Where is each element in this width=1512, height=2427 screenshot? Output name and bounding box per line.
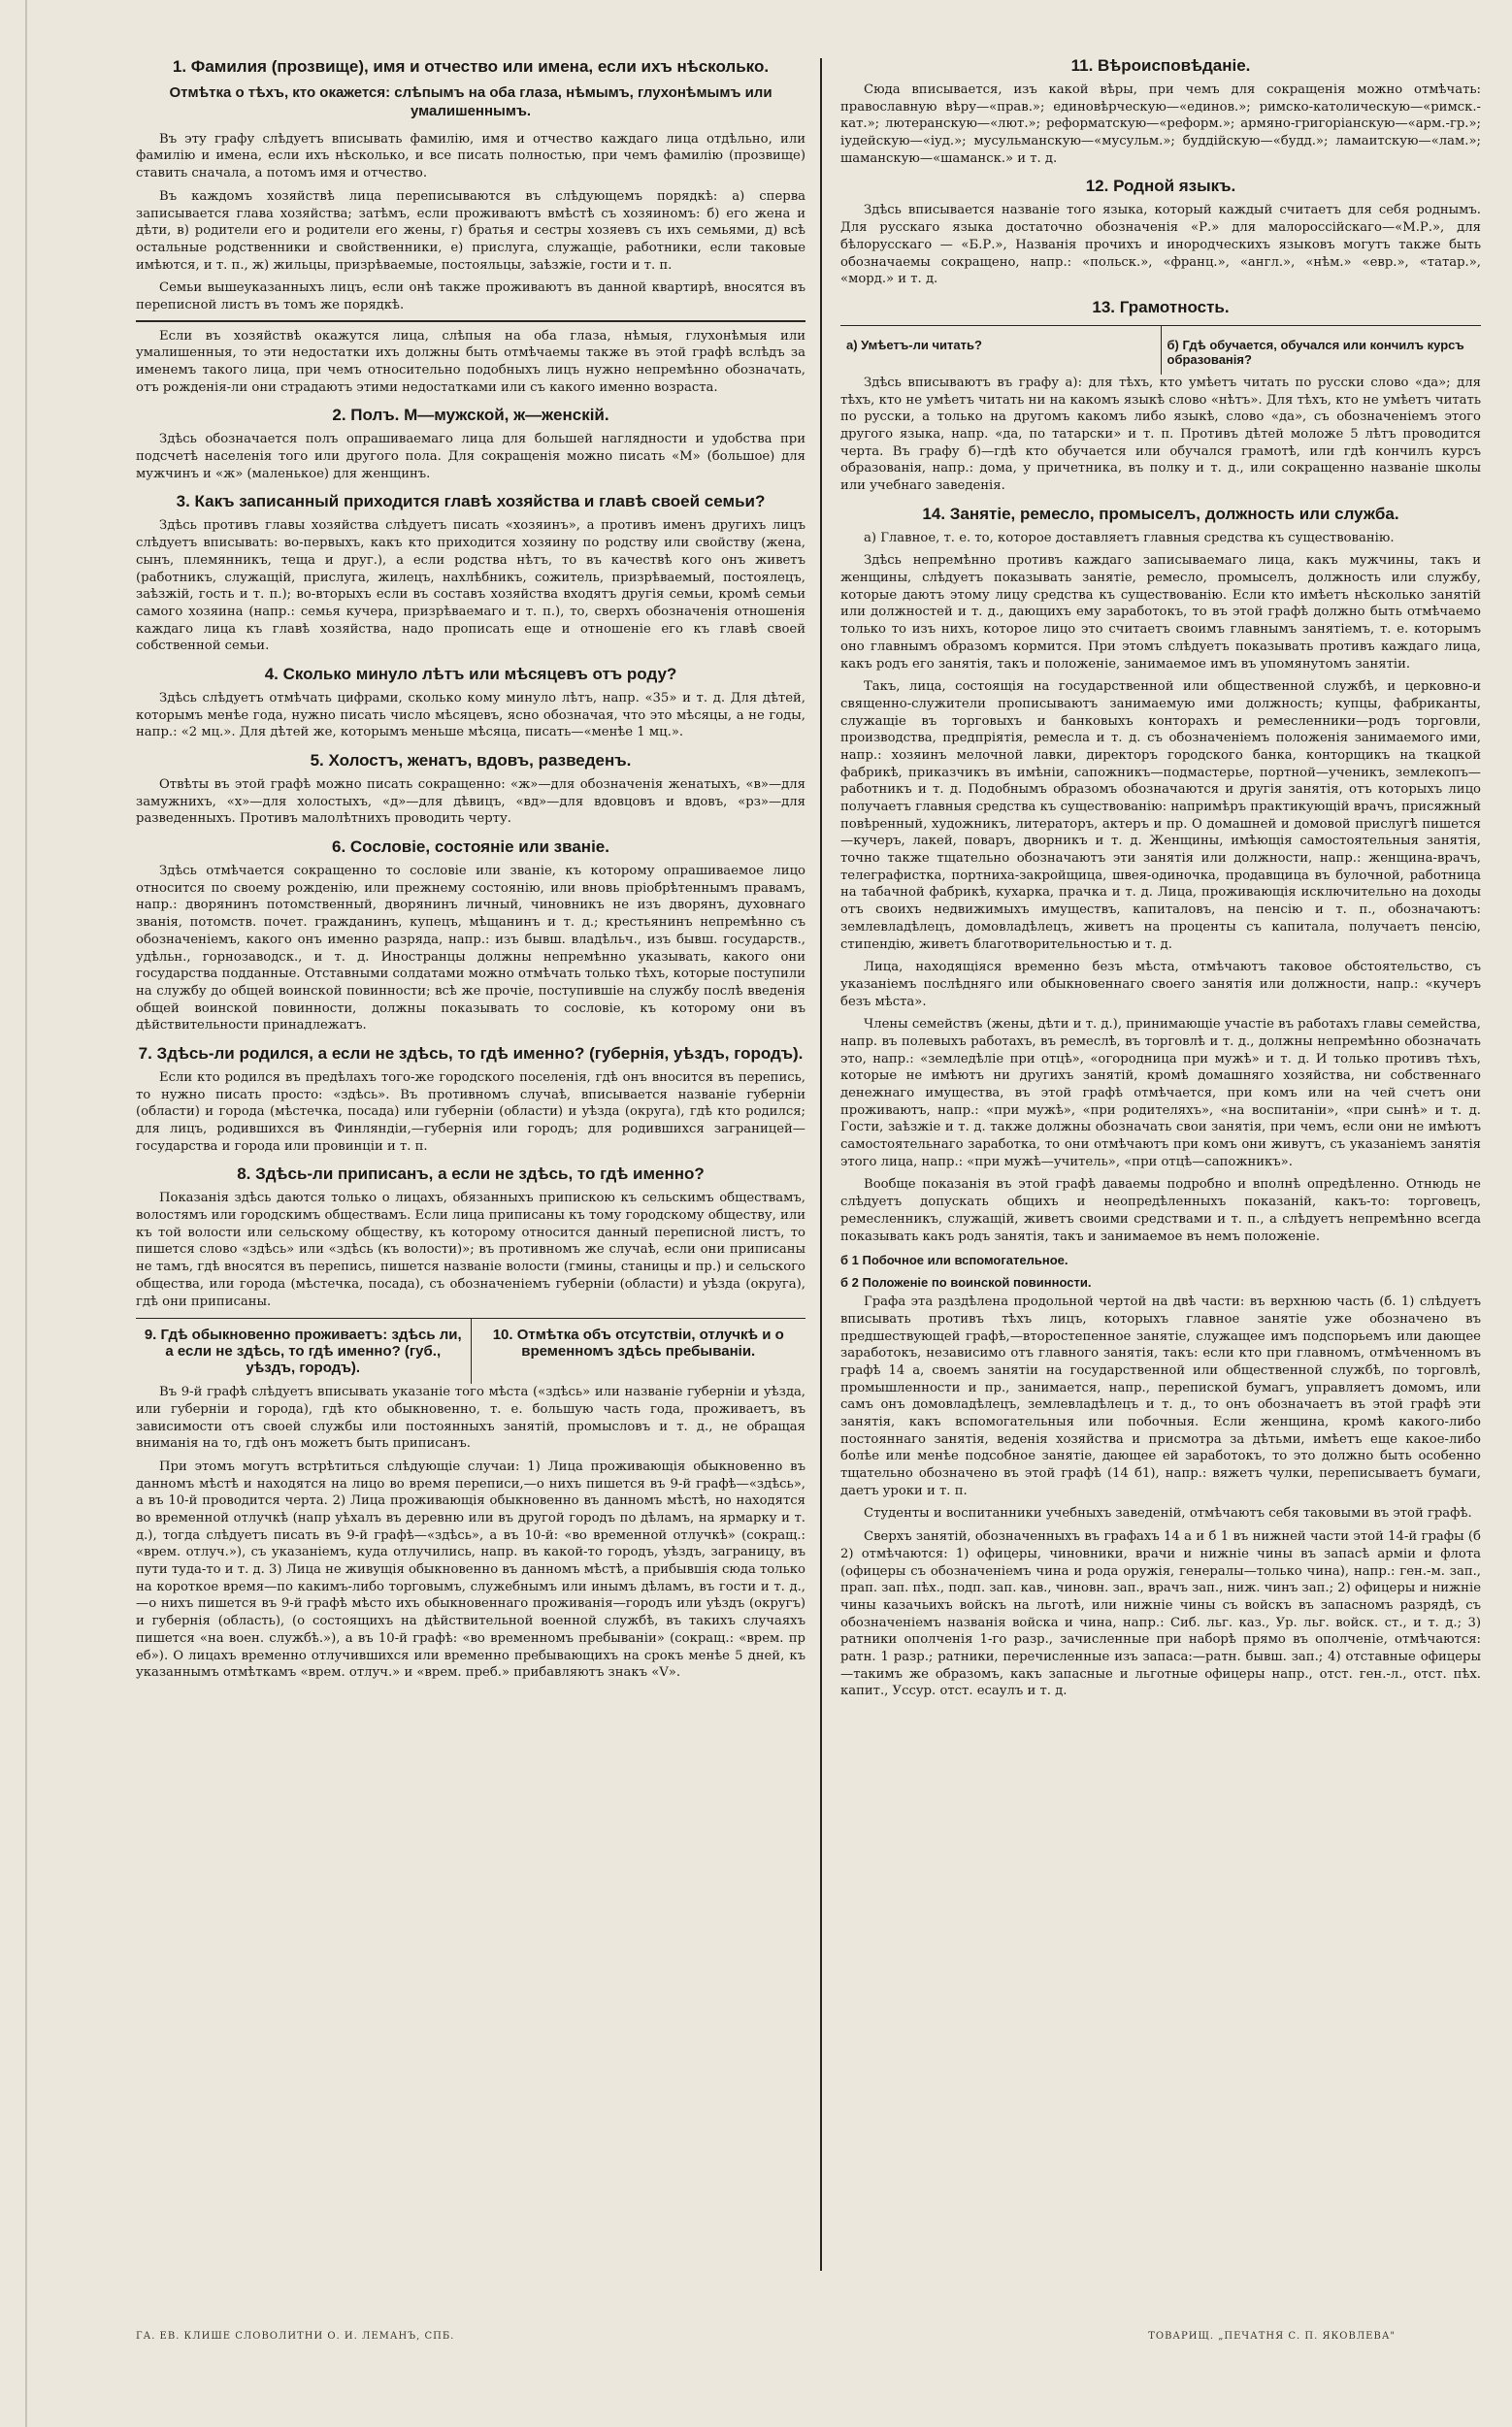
page-fold xyxy=(25,0,27,2427)
section-8-title: 8. Здѣсь-ли приписанъ, а если не здѣсь, то гдѣ именно? xyxy=(237,1164,705,1184)
section-4-paragraph: Здѣсь слѣдуетъ отмѣчать цифрами, сколько кому минуло лѣтъ, напр. «35» и т. д. Для дѣтей, которымъ менѣе года, нужно писать число мѣсяцевъ, ясно обозначая, что это мѣсяцы, а не годы, напр.: «2 мц.». Для дѣтей же, которымъ меньше мѣсяца, писать—«менѣе 1 мц.». xyxy=(136,690,805,740)
section-14-paragraph: Такъ, лица, состоящія на государственной или общественной службѣ, и церковно-и священно-служители прописываютъ занимаемую ими должность; купцы, фабриканты, служащіе въ торговыхъ и банковыхъ конторахъ и ремесленники—родъ торговли, производства, предпріятія, ремесла и т. д. съ обозначеніемъ положенія занимаемого ими, напр.: хозяинъ мелочной лавки, директоръ городского банка, конторщикъ на ткацкой фабрикѣ, приказчикъ въ имѣніи, сапожникъ—подмастерье, портной—ученикъ, землекопъ—работникъ и т. д. Подобнымъ образомъ обозначаются и другія занятія, отъ которыхъ лицо получаетъ главныя средства къ существованію: напримѣръ практикующій врачъ, присяжный повѣренный, художникъ, литераторъ, актеръ и пр. О домашней и домовой прислугѣ пишется—кучеръ, лакей, поваръ, дворникъ и т. д. Женщины, имѣющія самостоятельныя занятія, точно также тщательно обозначаютъ эти занятія или должности, напр.: женщина-врачъ, телеграфистка, портниха-закройщица, швея-одиночка, продавщица въ булочной, работница на табачной фабрикѣ, кухарка, прачка и т. д. Лица, проживающія исключительно на доходы отъ своихъ недвижимыхъ имуществъ, капиталовъ, на пенсію и т. п., обозначаютъ: землевладѣлецъ, домовладѣлецъ, живетъ на проценты съ капитала, получаетъ пенсію, стипендію, живетъ благотворительностью и т. д. xyxy=(840,679,1481,952)
section-14-paragraph: Вообще показанія въ этой графѣ даваемы подробно и вполнѣ опредѣленно. Отнюдь не слѣдуетъ допускать общихъ и неопредѣленныхъ показаній, какъ-то: торговецъ, ремесленникъ, служащій, живетъ своими средствами и т. п., а слѣдуетъ непремѣнно всегда показывать какъ родъ занятія, такъ и занимаемое въ немъ положеніе. xyxy=(840,1177,1481,1244)
section-1-paragraph: Въ каждомъ хозяйствѣ лица переписываются въ слѣдующемъ порядкѣ: а) сперва записывается глава хозяйства; затѣмъ, если проживаютъ вмѣстѣ съ хозяиномъ: б) его жена и дѣти, в) родители его и родители его жены, г) братья и сестры хозяевъ съ ихъ семьями, д) всѣ остальные родственники и свойственники, е) прислуга, служащіе, работники, если таковые имѣются, и т. п., ж) жильцы, призрѣваемые, постояльцы, заѣзжіе, гости и т. п. xyxy=(136,188,805,273)
section-12-title: 12. Родной языкъ. xyxy=(1085,177,1236,196)
section-4-title: 4. Сколько минуло лѣтъ или мѣсяцевъ отъ роду? xyxy=(264,664,677,683)
section-3-paragraph: Здѣсь противъ главы хозяйства слѣдуетъ писать «хозяинъ», а противъ именъ другихъ лицъ слѣдуетъ вписывать: во-первыхъ, какъ кто приходится хозяину по родству или свойству (жена, сынъ, племянникъ, теща и друг.), а если родства нѣтъ, то въ качествѣ кого онъ живетъ (работникъ, служащій, прислуга, жилецъ, нахлѣбникъ, сожитель, призрѣваемый, постоялецъ, заѣзжій, гость и т. п.); во-вторыхъ если въ составъ хозяйства входятъ другія семьи, кромѣ семьи самого хозяина (напр.: семья кучера, призрѣваемаго и т. п.), то, сверхъ обозначенія отношенія каждаго лица къ главѣ хозяйства, надо прописать еще и отношеніе его къ главѣ своей собственной семьи. xyxy=(136,518,805,654)
section-12-paragraph: Здѣсь вписывается названіе того языка, который каждый считаетъ для себя роднымъ. Для русскаго языка достаточно обозначенія «Р.» для малороссійскаго—«М.Р.», для бѣлорусскаго — «Б.Р.», Названія прочихъ и инородческихъ языковъ могутъ также быть обозначаемы сокращено, напр.: «польск.», «франц.», «англ.», «нѣм.» «евр.», «татар.», «морд.» и т. д. xyxy=(840,203,1481,287)
section-13a-label: а) Умѣетъ-ли читать? xyxy=(846,337,982,352)
section-11-title: 11. Вѣроисповѣданіе. xyxy=(1070,56,1251,75)
section-7-paragraph: Если кто родился въ предѣлахъ того-же городского поселенія, гдѣ онъ вносится въ перепись, то нужно писать просто: «здѣсь». Въ противномъ случаѣ, вписывается названіе губерніи (области) и города (мѣстечка, посада) или губерніи (области) и уѣзда (округа), гдѣ кто родился; для лицъ, родившихся въ Финляндіи,—губернія или городъ; для родившихся заграницей—государства и города или провинціи и т. п. xyxy=(136,1069,805,1154)
section-8-paragraph: Показанія здѣсь даются только о лицахъ, обязанныхъ припискою къ сельскимъ обществамъ, волостямъ или городскимъ обществамъ. Если лица приписаны къ тому городскому обществу, или къ той волости или сельскому обществу, къ которому относится данный переписной листъ, то пишется слово «здѣсь» или «здѣсь (къ волости)»; въ противномъ же случаѣ, если они приписаны не тамъ, гдѣ вносятся въ перепись, пишется названіе волости (гмины, станицы и пр.) и сельского общества, или города (мѣстечка, посада), съ обозначеніемъ губерніи (области) и уѣзда (округа), гдѣ они приписаны. xyxy=(136,1191,805,1309)
section-9-title: 9. Гдѣ обыкновенно проживаетъ: здѣсь ли, а если не здѣсь, то гдѣ именно? (губ., уѣздъ, городъ). xyxy=(144,1327,462,1377)
section-14-paragraph: Студенты и воспитанники учебныхъ заведеній, отмѣчаютъ себя таковыми въ этой графѣ. xyxy=(864,1506,1472,1522)
section-2-title: 2. Полъ. М—мужской, ж—женскій. xyxy=(332,406,609,425)
section-3-title: 3. Какъ записанный приходится главѣ хозяйства и главѣ своей семьи? xyxy=(176,492,766,511)
section-13-paragraph: Здѣсь вписываютъ въ графу а): для тѣхъ, кто умѣетъ читать по русски слово «да»; для тѣхъ, кто не умѣетъ читать ни на какомъ языкѣ слово «нѣтъ». Для тѣхъ, кто не умѣетъ читать по русски, а только на другомъ какомъ либо языкѣ, слово «да», съ обозначеніемъ этого другого языка, напр. «да, по татарски» и т. п. Противъ дѣтей моложе 5 лѣтъ проводится черта. Въ графу б)—гдѣ кто обучается или обучался грамотѣ, или гдѣ кончилъ курсъ образованія, напр.: дома, у причетника, въ полку и т. д., или сокращенно названіе школы или учебнаго заведенія. xyxy=(840,375,1481,493)
section-6-title: 6. Сословіе, состояніе или званіе. xyxy=(332,837,609,857)
section-14-paragraph: Лица, находящіяся временно безъ мѣста, отмѣчаютъ таковое обстоятельство, съ указаніемъ послѣдняго или обыкновеннаго своего занятія или должности, напр.: «кучеръ безъ мѣста». xyxy=(840,960,1481,1009)
section-14-paragraph: Сверхъ занятій, обозначенныхъ въ графахъ 14 а и б 1 въ нижней части этой 14-й графы (б 2) отмѣчаются: 1) офицеры, чиновники, врачи и нижніе чины въ запасѣ арміи и флота (офицеры съ обозначеніемъ чина и рода оружія, генералы—только чина), напр.: ген.-м. зап., прап. зап. пѣх., подп. зап. кав., чиновн. зап., врачъ зап., ниж. чинъ зап.; 2) офицеры и нижніе чины казачьихъ войскъ на льготѣ, или нижніе чины съ войскъ въ запасномъ разрядѣ, съ обозначеніемъ названія войска и чина, напр.: Сиб. льг. каз., Ур. льг. войск. ст., и т. д.; 3) ратники ополченія 1-го разр., зачисленные при наборѣ прямо въ ополченіе, отмѣчаются: ратн. 1 разр.; ратники, перечисленные изъ запаса:—ратн. бывш. зап.; 4) отставные офицеры—такимъ же образомъ, какъ запасные и льготные офицеры напр., отст. ген.-л., отст. пѣх. капит., Уссур. отст. есаулъ и т. д. xyxy=(840,1529,1481,1699)
section-5-paragraph: Отвѣты въ этой графѣ можно писать сокращенно: «ж»—для обозначенія женатыхъ, «в»—для замужнихъ, «х»—для холостыхъ, «д»—для дѣвицъ, «вд»—для вдовцовъ и вдовъ, «рз»—для разведенныхъ. Противъ малолѣтнихъ проводить черту. xyxy=(136,777,805,827)
section-7-title: 7. Здѣсь-ли родился, а если не здѣсь, то гдѣ именно? (губернія, уѣздъ, городъ). xyxy=(138,1043,804,1063)
section-2-paragraph: Здѣсь обозначается полъ опрашиваемаго лица для большей наглядности и удобства при подсчетѣ населенія того или другого пола. Для сокращенія можно писать «М» (большое) для мужчинъ и «ж» (маленькое) для женщинъ. xyxy=(136,432,805,481)
section-9-paragraph: Въ 9-й графѣ слѣдуетъ вписывать указаніе того мѣста («здѣсь» или названіе губерніи и уѣзда, или губерніи и города), гдѣ кто обыкновенно, т. е. большую часть года, проживаетъ, въ зависимости отъ своей службы или постоянныхъ занятій, промысловъ и т. д., не обращая вниманія на то, гдѣ онъ можетъ быть приписанъ. xyxy=(136,1385,805,1452)
section-5-title: 5. Холостъ, женатъ, вдовъ, разведенъ. xyxy=(310,751,632,770)
sections-9-10-header xyxy=(136,1318,805,1384)
section-14b2-label: б 2 Положеніе по воинской повинности. xyxy=(840,1275,1092,1291)
section-1-note: Отмѣтка о тѣхъ, кто окажется: слѣпымъ на оба глаза, нѣмымъ, глухонѣмымъ или умалишеннымъ. xyxy=(169,84,772,119)
section-1-title: 1. Фамилия (прозвище), имя и отчество или имена, если ихъ нѣсколько. xyxy=(172,57,770,76)
section-14-title: 14. Занятіе, ремесло, промыселъ, должность или служба. xyxy=(922,504,1399,523)
section-10-title: 10. Отмѣтка объ отсутствіи, отлучкѣ и о временномъ здѣсь пребываніи. xyxy=(492,1327,784,1361)
section-13b-label: б) Гдѣ обучается, обучался или кончилъ курсъ образованія? xyxy=(1167,337,1464,367)
section-14-paragraph: а) Главное, т. е. то, которое доставляетъ главныя средства къ существованію. xyxy=(864,530,1395,545)
right-column xyxy=(840,56,1481,1706)
printer-mark-left: ГА. ЕВ. КЛИШЕ СЛОВОЛИТНИ О. И. ЛЕМАНЪ, СПБ. xyxy=(136,2331,455,2342)
section-1-paragraph: Въ эту графу слѣдуетъ вписывать фамилію, имя и отчество каждаго лица отдѣльно, или фамилію и имена, если ихъ нѣсколько, и все писать полностью, при чемъ фамилію (прозвище) ставить сначала, а потомъ имя и отчество. xyxy=(136,131,805,181)
column-divider xyxy=(820,58,822,2271)
section-13-subheaders xyxy=(840,325,1481,375)
section-1-paragraph: Семьи вышеуказанныхъ лицъ, если онѣ также проживаютъ въ данной квартирѣ, вносятся въ переписной листъ въ томъ же порядкѣ. xyxy=(136,280,805,312)
section-1-paragraph: Если въ хозяйствѣ окажутся лица, слѣпыя на оба глаза, нѣмыя, глухонѣмыя или умалишенныя, то эти недостатки ихъ должны быть отмѣчаемы также въ этой графѣ вслѣдъ за именемъ такого лица, при чемъ относительно подобныхъ лицъ нужно непремѣнно обозначать, отъ рожденія-ли они страдаютъ этими недостатками или съ какого именно возраста. xyxy=(136,328,805,395)
divider-rule xyxy=(136,320,805,322)
section-14-paragraph: Члены семействъ (жены, дѣти и т. д.), принимающіе участіе въ работахъ главы семейства, напр. въ полевыхъ работахъ, въ ремеслѣ, въ торговлѣ и т. д., должны непремѣнно обозначать это, напр.: «земледѣліе при отцѣ», «огородница при мужѣ» и т. д. И только противъ тѣхъ, которые не имѣютъ ни другихъ занятій, кромѣ домашняго хозяйства, ни собственнаго денежнаго имущества, въ этой графѣ отмѣчается, при комъ или на чей счетъ они проживаютъ, напр.: «при мужѣ», «при родителяхъ», «на воспитаніи», «при сынѣ» и т. д. Гости, заѣзжіе и т. д. также должны обозначать свои занятія, при чемъ, если они не имѣютъ самостоятельнаго заработка, то они отмѣчаютъ при комъ они живутъ, съ указаніемъ занятія этого лица, напр.: «при мужѣ—учитель», «при отцѣ—сапожникъ». xyxy=(840,1017,1481,1169)
section-14-paragraph: Здѣсь непремѣнно противъ каждаго записываемаго лица, какъ мужчины, такъ и женщины, слѣдуетъ показывать занятіе, ремесло, промыселъ, должность или службу, которые даютъ этому лицу средства къ существованію. Если кто имѣетъ нѣсколько занятій или должностей и т. д., дающихъ ему заработокъ, то въ этой графѣ должно быть отмѣчаемо только то изъ нихъ, которое лицо это считаетъ своимъ главнымъ занятіемъ, т. е. которымъ оно главнымъ образомъ кормится. При этомъ слѣдуетъ показывать противъ каждаго лица, какъ родъ его занятія, такъ и положеніе, занимаемое имъ въ упомянутомъ занятіи. xyxy=(840,553,1481,672)
section-14-paragraph: Графа эта раздѣлена продольной чертой на двѣ части: въ верхнюю часть (б. 1) слѣдуетъ вписывать противъ тѣхъ лицъ, которыхъ главное занятіе уже обозначено въ предшествующей графѣ,—второстепенное занятіе, служащее имъ подспорьемъ или дающее заработокъ, независимо отъ главного занятія, такъ: если кто при главномъ, отмѣченномъ въ графѣ 14 а, своемъ занятіи на государственной или общественной службѣ, по торговлѣ, промышленности и пр., занимается, напр., перепиской бумагъ, управляетъ домомъ, или самъ онъ домовладѣлецъ, землевладѣлецъ и т. д., то онъ обозначаетъ въ этой графѣ эти занятія, какъ вспомогательныя или побочныя. Если женщина, кромѣ какого-либо постояннаго занятія, веденія хозяйства и присмотра за дѣтьми, имѣетъ еще какое-либо болѣе или менѣе подсобное занятіе, дающее ей заработокъ, то это должно быть особенно тщательно обозначено въ этой графѣ (14 б1), напр.: вяжетъ чулки, переписываетъ бумаги, даетъ уроки и т. п. xyxy=(840,1295,1481,1498)
section-9-paragraph: При этомъ могутъ встрѣтиться слѣдующіе случаи: 1) Лица проживающія обыкновенно въ данномъ мѣстѣ и находятся на лицо во время переписи,—о нихъ пишется въ 9-й графѣ—«здѣсь», а въ 10-й проводится черта. 2) Лица проживающія обыкновенно въ данномъ мѣстѣ, но находятся во временной отлучкѣ (напр уѣхалъ въ деревню или въ другой городъ по дѣламъ, на ярмарку и т. д.), тогда слѣдуетъ писать въ 9-й графѣ—«здѣсь», а въ 10-й: «во временной отлучкѣ» (сокращ.: «врем. отлуч.»), съ указаніемъ, куда отлучились, напр. въ какой-то городъ, уѣздъ, заграницу, въ пути туда-то и т. д. 3) Лица не живущія обыкновенно въ данномъ мѣстѣ, а прибывшія сюда только на короткое время—по какимъ-либо торговымъ, служебнымъ или инымъ дѣламъ, въ гости и т. д.,—о нихъ пишется въ 9-й графѣ мѣсто ихъ обыкновеннаго проживанія—городъ или уѣздъ (округъ) и губернія (область), (о состоящихъ на дѣйствительной военной службѣ, въ такихъ случаяхъ пишется «на воен. службѣ.»), а въ 10-й графѣ: «во временномъ пребываніи» (сокращ.: «врем. пр еб»). О лицахъ временно отлучившихся или временно пребывающихъ на срокъ менѣе 5 дней, къ указаннымъ отмѣткамъ «врем. отлуч.» и «врем. преб.» прибавляютъ знакъ «V». xyxy=(136,1459,805,1681)
left-column xyxy=(136,56,805,1688)
printer-mark-right: ТОВАРИЩ. „ПЕЧАТНЯ С. П. ЯКОВЛЕВА" xyxy=(1148,2331,1396,2342)
section-11-paragraph: Сюда вписывается, изъ какой вѣры, при чемъ для сокращенія можно отмѣчать: православную вѣру—«прав.»; единовѣрческую—«единов.»; римско-католическую—«римск.-кат.»; лютеранскую—«лют.»; реформатскую—«реформ.»; армяно-григоріанскую—«арм.-гр.»; іудейскую—«іуд.»; мусульманскую—«мусульм.»; буддійскую—«будд.»; ламаитскую—«лам.»; шаманскую—«шаманск.» и т. д. xyxy=(840,82,1481,166)
section-13-title: 13. Грамотность. xyxy=(1092,297,1230,316)
section-14b1-label: б 1 Побочное или вспомогательное. xyxy=(840,1253,1068,1268)
section-6-paragraph: Здѣсь отмѣчается сокращенно то сословіе или званіе, къ которому опрашиваемое лицо относится по своему рожденію, или прежнему состоянію, или вновь пріобрѣтеннымъ правамъ, напр.: дворянинъ потомственный, дворянинъ личный, чиновникъ не изъ дворянъ, духовнаго званія, потомств. почет. гражданинъ, купецъ, мѣщанинъ и т. д.; крестьянинъ непремѣнно съ обозначеніемъ, какого онъ именно разряда, напр.: изъ бывш. владѣльч., изъ бывш. государств., удѣльн., горнозаводск., и т. д. Иностранцы должны непремѣнно указывать, какого они государства подданные. Отставными солдатами можно отмѣчать только тѣхъ, которые поступили на службу до общей воинской повинности; всѣ же прочіе, поступившіе на службу послѣ введенія общей воинской повинности, должны показывать то сословіе, къ которому они въ дѣйствительности принадлежатъ. xyxy=(136,864,805,1033)
